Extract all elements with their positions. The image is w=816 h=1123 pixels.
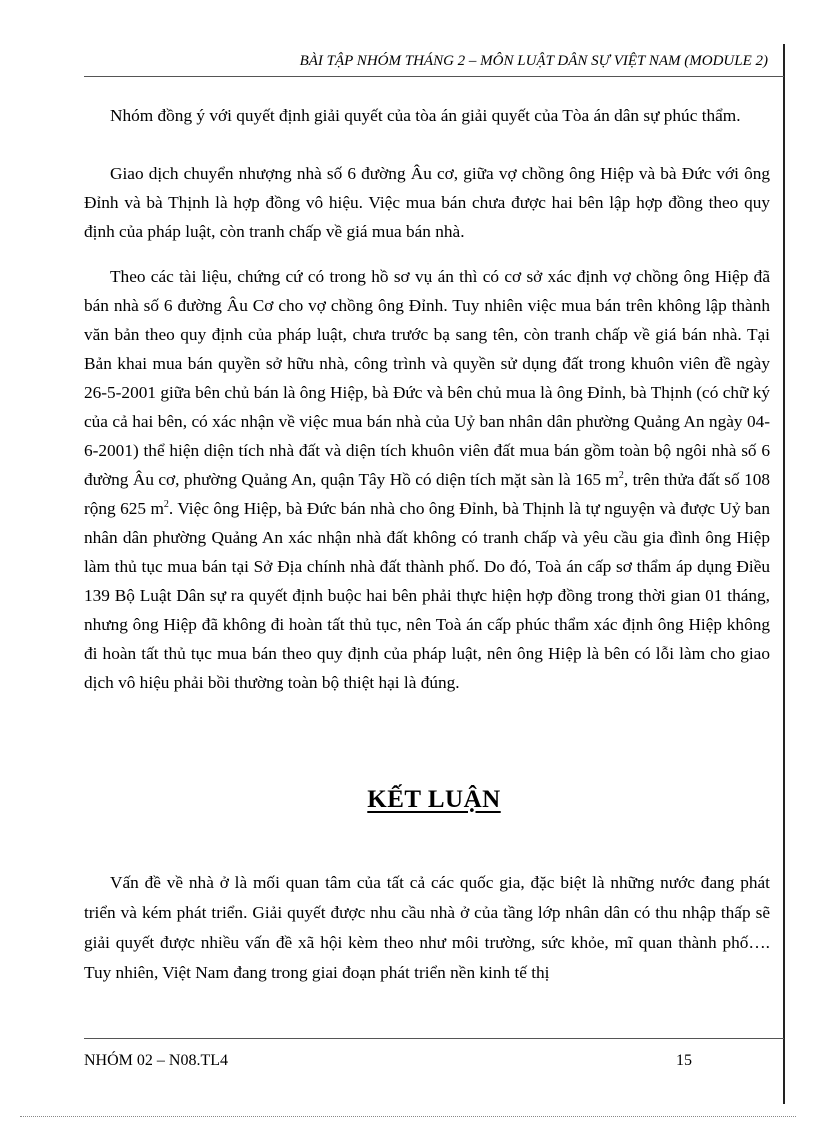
superscript-area-2: 2 <box>163 499 169 511</box>
footer-page-number: 15 <box>676 1052 692 1069</box>
section-title-conclusion: KẾT LUẬN <box>367 786 501 813</box>
footer-group-label: NHÓM 02 – N08.TL4 <box>84 1052 228 1069</box>
paragraph-evidence-part-3: . Việc ông Hiệp, bà Đức bán nhà cho ông Đỉnh, bà Thịnh là tự nguyện và được Uỷ ban nhân dân phường Quảng An xác nhận nhà đất không có tranh chấp và yêu cầu gia đình ông Hiệp làm thủ tục mua bán tại Sở Địa chính nhà đất thành phố. Do đó, Toà án cấp sơ thẩm áp dụng Điều 139 Bộ Luật Dân sự ra quyết định buộc hai bên phải thực hiện hợp đồng trong thời gian 01 tháng, nhưng ông Hiệp đã không đi hoàn tất thủ tục, nên Toà án cấp phúc thẩm xác định ông Hiệp không đi hoàn tất thủ tục mua bán theo quy định của pháp luật, nên ông Hiệp là bên có lỗi làm cho giao dịch vô hiệu phải bồi thường toàn bộ thiệt hại là đúng. <box>84 499 770 692</box>
running-header: BÀI TẬP NHÓM THÁNG 2 – MÔN LUẬT DÂN SỰ VIỆT NAM (MODULE 2) <box>299 53 768 69</box>
paragraph-transaction-text: Giao dịch chuyển nhượng nhà số 6 đường Âu cơ, giữa vợ chồng ông Hiệp và bà Đức với ông Đỉnh và bà Thịnh là hợp đồng vô hiệu. Việc mua bán chưa được hai bên lập hợp đồng theo quy định của pháp luật, còn tranh chấp về giá mua bán nhà. <box>84 164 770 241</box>
paragraph-agreement <box>84 101 770 130</box>
paragraph-agreement-text: Nhóm đồng ý với quyết định giải quyết của tòa án giải quyết của Tòa án dân sự phúc thẩm. <box>110 106 741 125</box>
paragraph-conclusion <box>84 868 770 988</box>
paragraph-evidence-part-2: , trên thửa đất số 108 rộng 625 m <box>84 470 770 518</box>
header-rule <box>84 76 784 77</box>
paragraph-evidence-part-1: Theo các tài liệu, chứng cứ có trong hồ sơ vụ án thì có cơ sở xác định vợ chồng ông Hiệp đã bán nhà số 6 đường Âu Cơ cho vợ chồng ông Đỉnh. Tuy nhiên việc mua bán trên không lập thành văn bản theo quy định của pháp luật, chưa trước bạ sang tên, còn tranh chấp về giá bán nhà. Tại Bản khai mua bán quyền sở hữu nhà, công trình và quyền sử dụng đất trong khuôn viên đề ngày 26-5-2001 giữa bên chủ bán là ông Hiệp, bà Đức và bên chủ mua là ông Đỉnh, bà Thịnh (có chữ ký của cả hai bên, có xác nhận về việc mua bán nhà của Uỷ ban nhân dân phường Quảng An ngày 04-6-2001) thể hiện diện tích nhà đất và diện tích khuôn viên đất mua bán gồm toàn bộ ngôi nhà số 6 đường Âu cơ, phường Quảng An, quận Tây Hồ có diện tích mặt sàn là 165 m <box>84 267 770 489</box>
paragraph-evidence <box>84 262 770 697</box>
superscript-area-1: 2 <box>618 470 624 482</box>
footer-rule <box>84 1038 784 1039</box>
paragraph-transaction <box>84 159 770 246</box>
page-bottom-dotted-edge <box>20 1116 796 1117</box>
paragraph-conclusion-text: Vấn đề về nhà ở là mối quan tâm của tất cả các quốc gia, đặc biệt là những nước đang phát triển và kém phát triển. Giải quyết được nhu cầu nhà ở của tầng lớp nhân dân có thu nhập thấp sẽ giải quyết được nhiều vấn đề xã hội kèm theo như môi trường, sức khỏe, mĩ quan thành phố…. Tuy nhiên, Việt Nam đang trong giai đoạn phát triển nền kinh tế thị <box>84 873 770 982</box>
page-border-right <box>783 44 785 1104</box>
